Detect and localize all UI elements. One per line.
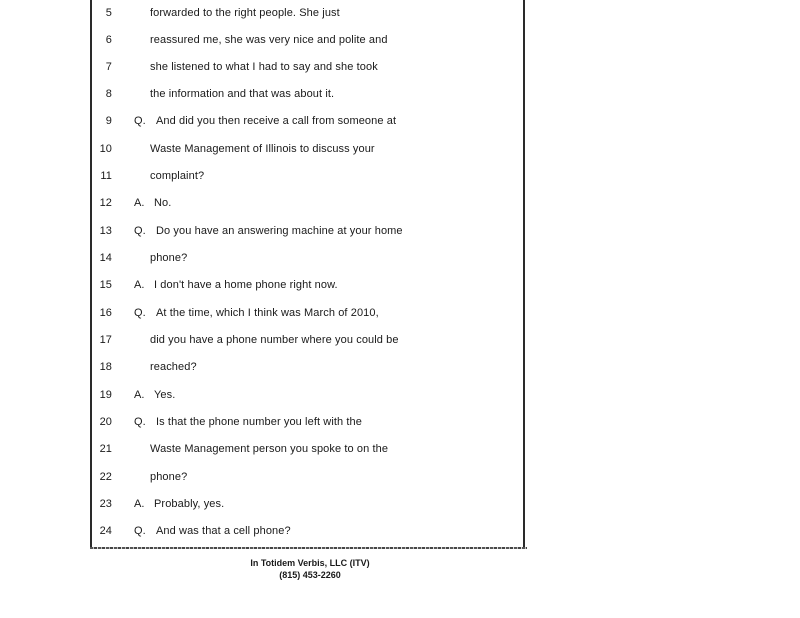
transcript-line [92, 272, 523, 299]
transcript-line [92, 382, 523, 409]
line-text: And was that a cell phone? [156, 525, 291, 537]
transcript-line [92, 300, 523, 327]
line-text: forwarded to the right people. She just [150, 7, 340, 19]
page-border-right [523, 0, 525, 548]
transcript-line [92, 190, 523, 217]
transcript-line [92, 354, 523, 381]
line-text: reassured me, she was very nice and polite and [150, 34, 388, 46]
transcript-line [92, 163, 523, 190]
line-text: And did you then receive a call from someone at [156, 115, 397, 127]
line-text: did you have a phone number where you could be [150, 334, 399, 346]
line-text: she listened to what I had to say and she took [150, 61, 378, 73]
speaker-label: Q. [134, 307, 146, 319]
transcript-line [92, 54, 523, 81]
footer-company: In Totidem Verbis, LLC (ITV) [250, 558, 370, 568]
transcript-line [92, 464, 523, 491]
transcript-line [92, 0, 523, 27]
speaker-label: Q. [134, 525, 146, 537]
transcript-body [92, 0, 523, 548]
line-number: 14 [99, 252, 112, 264]
line-number: 13 [99, 225, 112, 237]
line-number: 6 [105, 34, 112, 46]
line-text: phone? [150, 471, 188, 483]
line-text: Waste Management of Illinois to discuss your [150, 143, 375, 155]
speaker-label: A. [134, 498, 145, 510]
line-number: 15 [99, 279, 112, 291]
line-number: 16 [99, 307, 112, 319]
speaker-label: A. [134, 389, 145, 401]
speaker-label: A. [134, 197, 145, 209]
transcript-line [92, 81, 523, 108]
line-text: Do you have an answering machine at your home [156, 225, 403, 237]
line-number: 20 [99, 416, 112, 428]
footer-phone: (815) 453-2260 [279, 570, 341, 580]
line-text: phone? [150, 252, 188, 264]
line-number: 8 [105, 88, 112, 100]
line-number: 7 [105, 61, 112, 73]
line-number: 23 [99, 498, 112, 510]
line-text: Waste Management person you spoke to on the [150, 443, 389, 455]
line-number: 5 [105, 7, 112, 19]
line-text: No. [154, 197, 172, 209]
line-text: the information and that was about it. [150, 88, 335, 100]
line-number: 11 [100, 170, 112, 182]
line-text: Yes. [154, 389, 176, 401]
speaker-label: Q. [134, 416, 146, 428]
transcript-line [92, 108, 523, 135]
transcript-line [92, 245, 523, 272]
line-number: 22 [99, 471, 112, 483]
line-number: 17 [99, 334, 112, 346]
line-number: 10 [99, 143, 112, 155]
line-text: reached? [150, 361, 197, 373]
speaker-label: Q. [134, 225, 146, 237]
line-text: Is that the phone number you left with the [156, 416, 362, 428]
transcript-line [92, 409, 523, 436]
transcript-line [92, 218, 523, 245]
transcript-line [92, 327, 523, 354]
line-number: 19 [99, 389, 112, 401]
transcript-line [92, 136, 523, 163]
transcript-line [92, 518, 523, 545]
page-footer [210, 557, 410, 581]
line-text: At the time, which I think was March of 2010, [156, 307, 379, 319]
line-text: Probably, yes. [154, 498, 225, 510]
transcript-line [92, 491, 523, 518]
line-number: 18 [99, 361, 112, 373]
line-number: 21 [99, 443, 112, 455]
line-number: 24 [99, 525, 112, 537]
line-text: complaint? [150, 170, 205, 182]
line-text: I don't have a home phone right now. [154, 279, 338, 291]
speaker-label: A. [134, 279, 145, 291]
line-number: 9 [105, 115, 112, 127]
transcript-line [92, 436, 523, 463]
transcript-line [92, 27, 523, 54]
speaker-label: Q. [134, 115, 146, 127]
line-number: 12 [99, 197, 112, 209]
